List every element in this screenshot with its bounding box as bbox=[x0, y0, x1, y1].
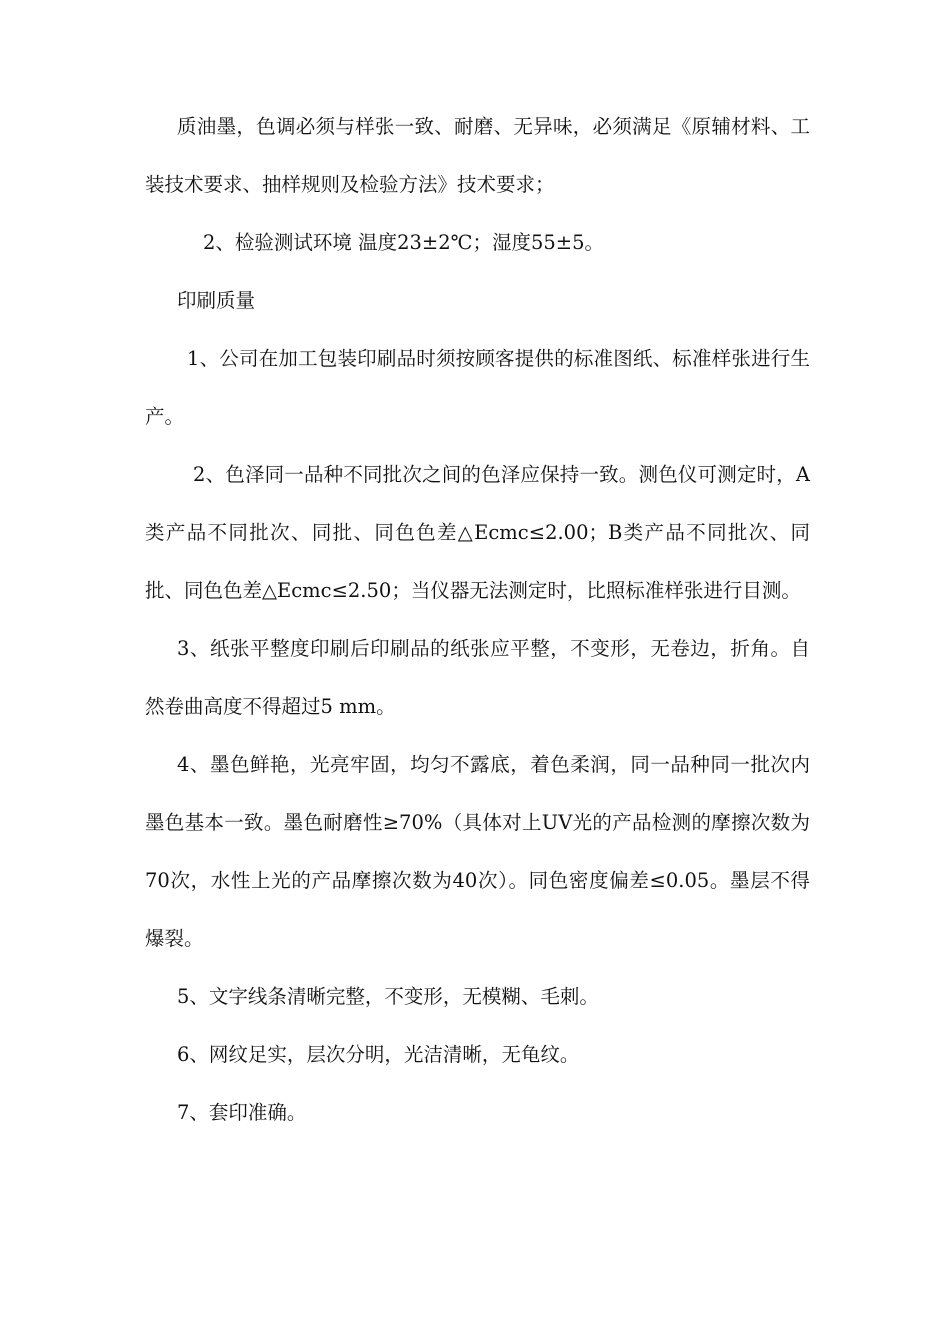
paragraph-item-5-text-lines: 5、文字线条清晰完整，不变形，无模糊、毛刺。 bbox=[177, 985, 599, 1008]
paragraph-item-6-screen: 6、网纹足实，层次分明，光洁清晰，无龟纹。 bbox=[177, 1043, 580, 1066]
paragraph-item-4-ink: 4、墨色鲜艳，光亮牢固，均匀不露底，着色柔润，同一品种同一批次内墨色基本一致。墨色耐磨性≥70%（具体对上UV光的产品检测的摩擦次数为70次，水性上光的产品摩擦次数为40次）。同色密度偏差≤0.05。墨层不得爆裂。 bbox=[145, 753, 810, 950]
paragraph-ink-requirements: 质油墨，色调必须与样张一致、耐磨、无异味，必须满足《原辅材料、工装技术要求、抽样规则及检验方法》技术要求； bbox=[145, 115, 810, 196]
paragraph-item-3-flatness: 3、纸张平整度印刷后印刷品的纸张应平整，不变形，无卷边，折角。自然卷曲高度不得超过5 mm。 bbox=[145, 637, 810, 718]
paragraph-item-7-registration: 7、套印准确。 bbox=[177, 1101, 307, 1124]
paragraph-item-1: 1、公司在加工包装印刷品时须按顾客提供的标准图纸、标准样张进行生产。 bbox=[145, 347, 810, 428]
paragraph-item-2-color: 2、色泽同一品种不同批次之间的色泽应保持一致。测色仪可测定时，A类产品不同批次、同批、同色色差△Ecmc≤2.00；B类产品不同批次、同批、同色色差△Ecmc≤2.50；当仪器无法测定时，比照标准样张进行目测。 bbox=[145, 463, 810, 602]
paragraph-test-environment: 2、检验测试环境 温度23±2℃；湿度55±5。 bbox=[203, 231, 605, 254]
section-heading-print-quality: 印刷质量 bbox=[177, 289, 256, 312]
document-body bbox=[145, 98, 810, 1142]
